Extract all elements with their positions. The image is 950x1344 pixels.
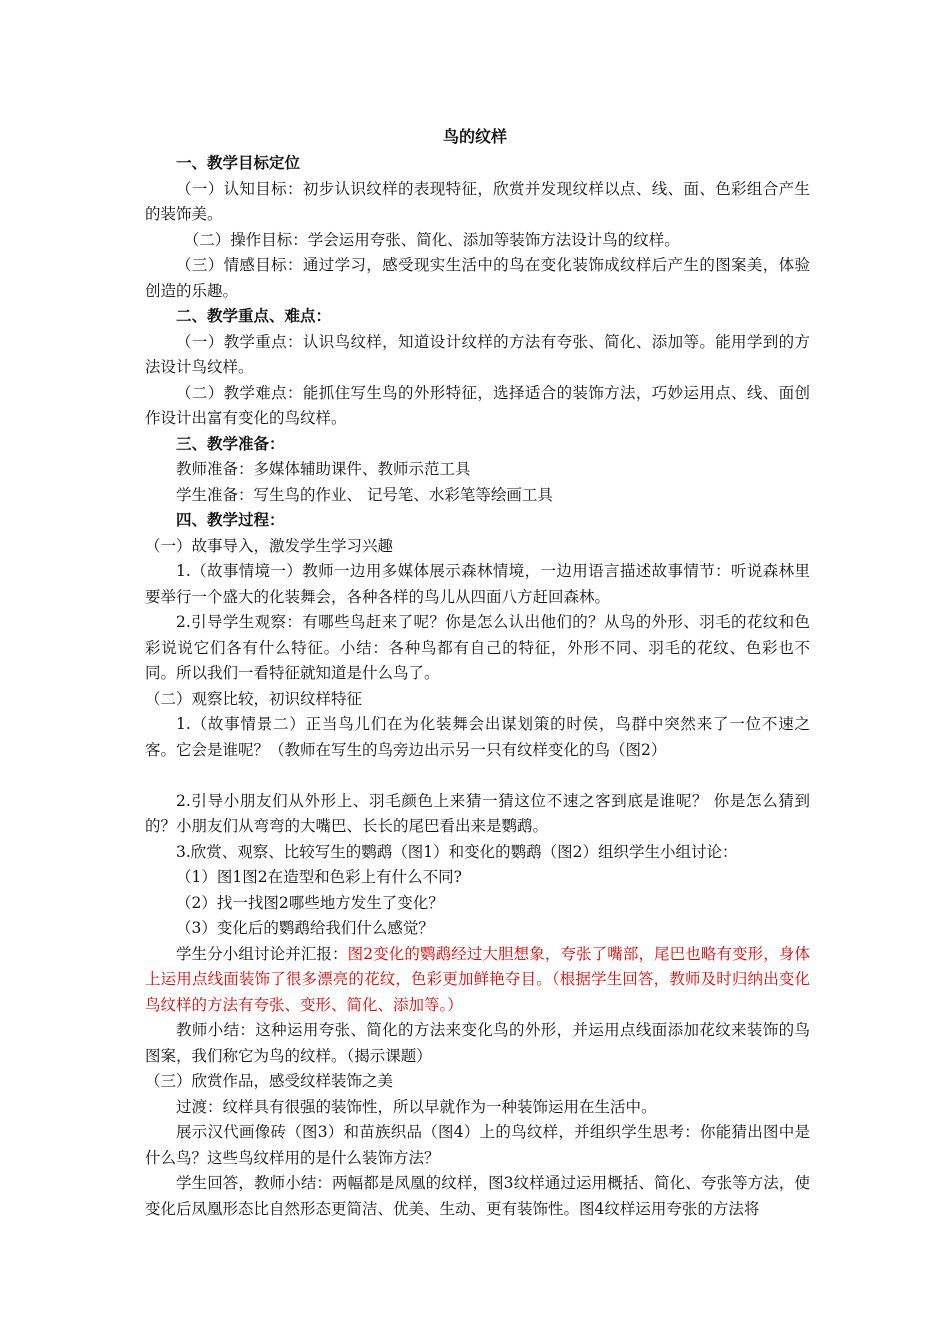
paragraph: 学生准备：写生鸟的作业、 记号笔、水彩笔等绘画工具: [176, 485, 553, 504]
question-item: （1）图1图2在造型和色彩上有什么不同?: [176, 868, 462, 886]
subsection-heading: （二）观察比较，初识纹样特征: [145, 689, 363, 708]
document-title: 鸟的纹样: [442, 127, 507, 146]
paragraph: （三）情感目标：通过学习，感受现实生活中的鸟在变化装饰成纹样后产生的图案美，体验创造的乐趣。: [145, 256, 810, 300]
paragraph: 过渡：纹样具有很强的装饰性，所以早就作为一种装饰运用在生活中。: [176, 1097, 657, 1116]
paragraph: [145, 942, 810, 1019]
paragraph: 教师小结：这种运用夸张、简化的方法来变化鸟的外形，并运用点线面添加花纹来装饰的鸟图案，我们称它为鸟的纹样。（揭示课题）: [145, 1021, 810, 1065]
paragraph: 学生回答，教师小结：两幅都是凤凰的纹样，图3纹样通过运用概括、简化、夸张等方法，使变化后凤凰形态比自然形态更简洁、优美、生动、更有装饰性。图4纹样运用夸张的方法将: [145, 1174, 810, 1218]
paragraph: 展示汉代画像砖（图3）和苗族织品（图4）上的鸟纹样，并组织学生思考：你能猜出图中是什么鸟？这些鸟纹样用的是什么装饰方法？: [145, 1123, 810, 1167]
paragraph: （二）操作目标：学会运用夸张、简化、添加等装饰方法设计鸟的纹样。: [183, 230, 680, 249]
section-heading: 二、教学重点、难点：: [176, 307, 332, 325]
section-heading: 一、教学目标定位: [176, 154, 301, 172]
blank-line: [145, 763, 810, 789]
section-heading: 三、教学准备：: [176, 434, 285, 453]
document-body: [145, 151, 810, 1222]
paragraph: 2.引导小朋友们从外形上、羽毛颜色上来猜一猜这位不速之客到底是谁呢？ 你是怎么猜到的？小朋友们从弯弯的大嘴巴、长长的尾巴看出来是鹦鹉。: [145, 791, 810, 835]
paragraph: 1.（故事情境一）教师一边用多媒体展示森林情境，一边用语言描述故事情节：听说森林里要举行一个盛大的化装舞会，各种各样的鸟儿从四面八方赶回森林。: [145, 562, 810, 606]
question-item: （3）变化后的鹦鹉给我们什么感觉？: [176, 919, 434, 937]
subsection-heading: （一）故事导入，激发学生学习兴趣: [145, 536, 394, 555]
paragraph: 1.（故事情景二）正当鸟儿们在为化装舞会出谋划策的时侯，鸟群中突然来了一位不速之客。它会是谁呢？（教师在写生的鸟旁边出示另一只有纹样变化的鸟（图2）: [145, 715, 810, 759]
question-item: （2）找一找图2哪些地方发生了变化？: [176, 893, 444, 912]
subsection-heading: （三）欣赏作品，感受纹样装饰之美: [145, 1072, 394, 1090]
highlighted-text: 图2变化的鹦鹉经过大胆想象，夸张了嘴部，尾巴也略有变形，身体上运用点线面装饰了很多漂亮的花纹，色彩更加鲜艳夺目。（根据学生回答，教师及时归纳出变化鸟纹样的方法有夸张、变形、简化、添加等。）: [145, 944, 810, 1014]
paragraph: 2.引导学生观察：有哪些鸟赶来了呢？你是怎么认出他们的？从鸟的外形、羽毛的花纹和色彩说说它们各有什么特征。小结：各种鸟都有自己的特征，外形不同、羽毛的花纹、色彩也不同。所以我们一看特征就知道是什么鸟了。: [145, 613, 810, 682]
paragraph: （一）教学重点：认识鸟纹样，知道设计纹样的方法有夸张、简化、添加等。能用学到的方法设计鸟纹样。: [145, 332, 810, 376]
report-lead: 学生分小组讨论并汇报：: [176, 944, 348, 963]
paragraph: 3.欣赏、观察、比较写生的鹦鹉（图1）和变化的鹦鹉（图2）组织学生小组讨论：: [176, 842, 738, 861]
section-heading: 四、教学过程：: [176, 511, 285, 529]
paragraph: （一）认知目标：初步认识纹样的表现特征，欣赏并发现纹样以点、线、面、色彩组合产生的装饰美。: [145, 179, 810, 223]
paragraph: 教师准备：多媒体辅助课件、教师示范工具: [176, 460, 471, 478]
paragraph: （二）教学难点：能抓住写生鸟的外形特征，选择适合的装饰方法，巧妙运用点、线、面创作设计出富有变化的鸟纹样。: [145, 383, 810, 427]
